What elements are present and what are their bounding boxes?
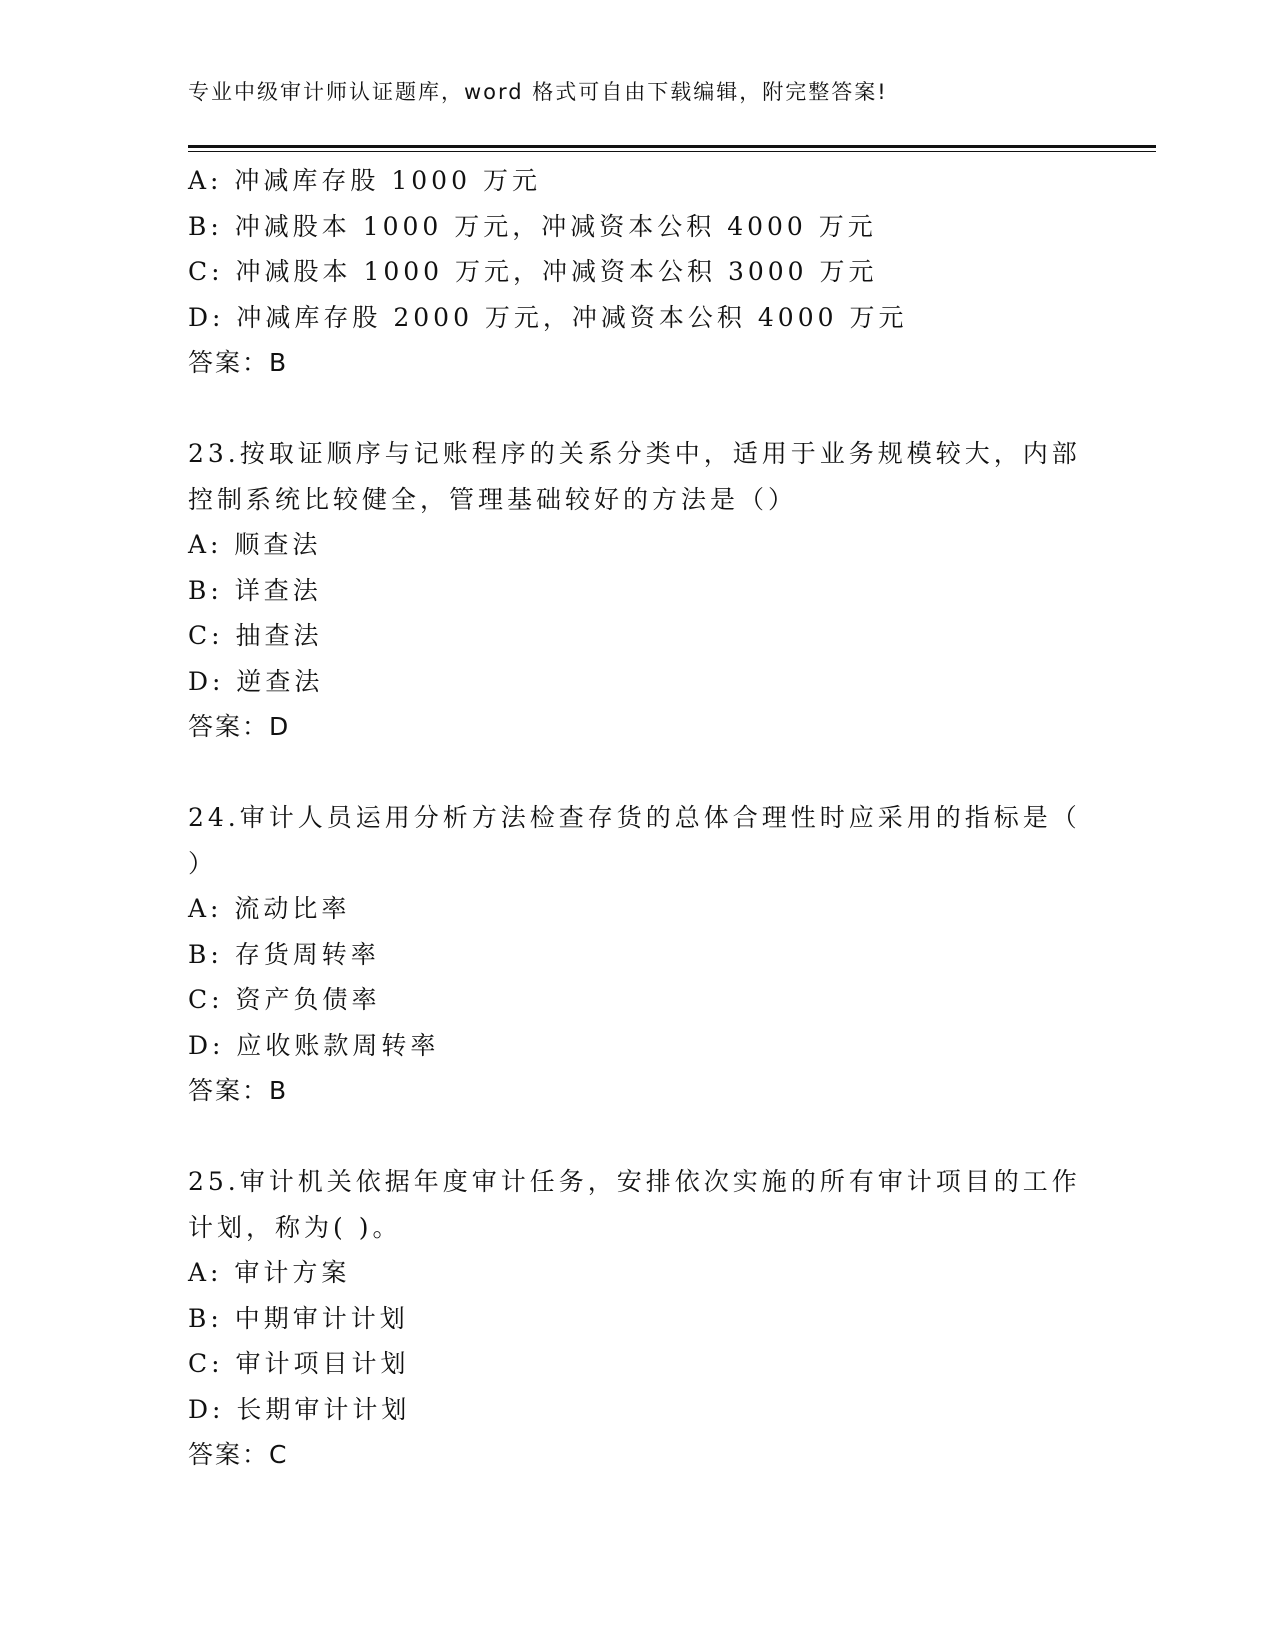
option-a: A: 流动比率 (188, 894, 351, 923)
question-text-line: 计划，称为( )。 (188, 1212, 402, 1242)
spacer (188, 750, 1088, 796)
option-c: C: 抽查法 (188, 621, 323, 650)
option-c: C: 审计项目计划 (188, 1349, 410, 1378)
option-a: A: 顺查法 (188, 530, 322, 559)
option-d: D: 逆查法 (188, 666, 324, 696)
question-23 (188, 431, 1088, 750)
question-list (188, 158, 1088, 1478)
answer-line: 答案：B (188, 1076, 289, 1105)
question-text-line: ） (188, 848, 218, 878)
page-header: 专业中级审计师认证题库，word 格式可自由下载编辑，附完整答案! (188, 80, 888, 104)
answer-line: 答案：C (188, 1440, 289, 1469)
option-d: D: 冲减库存股 2000 万元，冲减资本公积 4000 万元 (188, 302, 908, 332)
option-b: B: 冲减股本 1000 万元，冲减资本公积 4000 万元 (188, 211, 877, 241)
option-c: C: 资产负债率 (188, 985, 381, 1014)
option-a: A: 冲减库存股 1000 万元 (188, 166, 541, 195)
option-b: B: 存货周转率 (188, 939, 380, 969)
question-24 (188, 795, 1088, 1114)
header-divider-thick (188, 145, 1156, 148)
question-text-line: 23.按取证顺序与记账程序的关系分类中，适用于业务规模较大，内部 (188, 439, 1081, 468)
question-25 (188, 1159, 1088, 1478)
answer-line: 答案：D (188, 712, 291, 741)
option-d: D: 应收账款周转率 (188, 1030, 440, 1060)
option-d: D: 长期审计计划 (188, 1394, 411, 1424)
question-text-line: 24.审计人员运用分析方法检查存货的总体合理性时应采用的指标是（ (188, 803, 1081, 832)
question-text-line: 25.审计机关依据年度审计任务，安排依次实施的所有审计项目的工作 (188, 1167, 1081, 1196)
question-text-line: 控制系统比较健全，管理基础较好的方法是（） (188, 484, 798, 514)
option-b: B: 中期审计计划 (188, 1303, 409, 1333)
header-divider-thin (188, 151, 1156, 152)
answer-line: 答案：B (188, 348, 289, 377)
option-a: A: 审计方案 (188, 1258, 351, 1287)
question-22-continued (188, 158, 1088, 386)
option-c: C: 冲减股本 1000 万元，冲减资本公积 3000 万元 (188, 257, 878, 286)
spacer (188, 386, 1088, 432)
spacer (188, 1114, 1088, 1160)
option-b: B: 详查法 (188, 575, 322, 605)
